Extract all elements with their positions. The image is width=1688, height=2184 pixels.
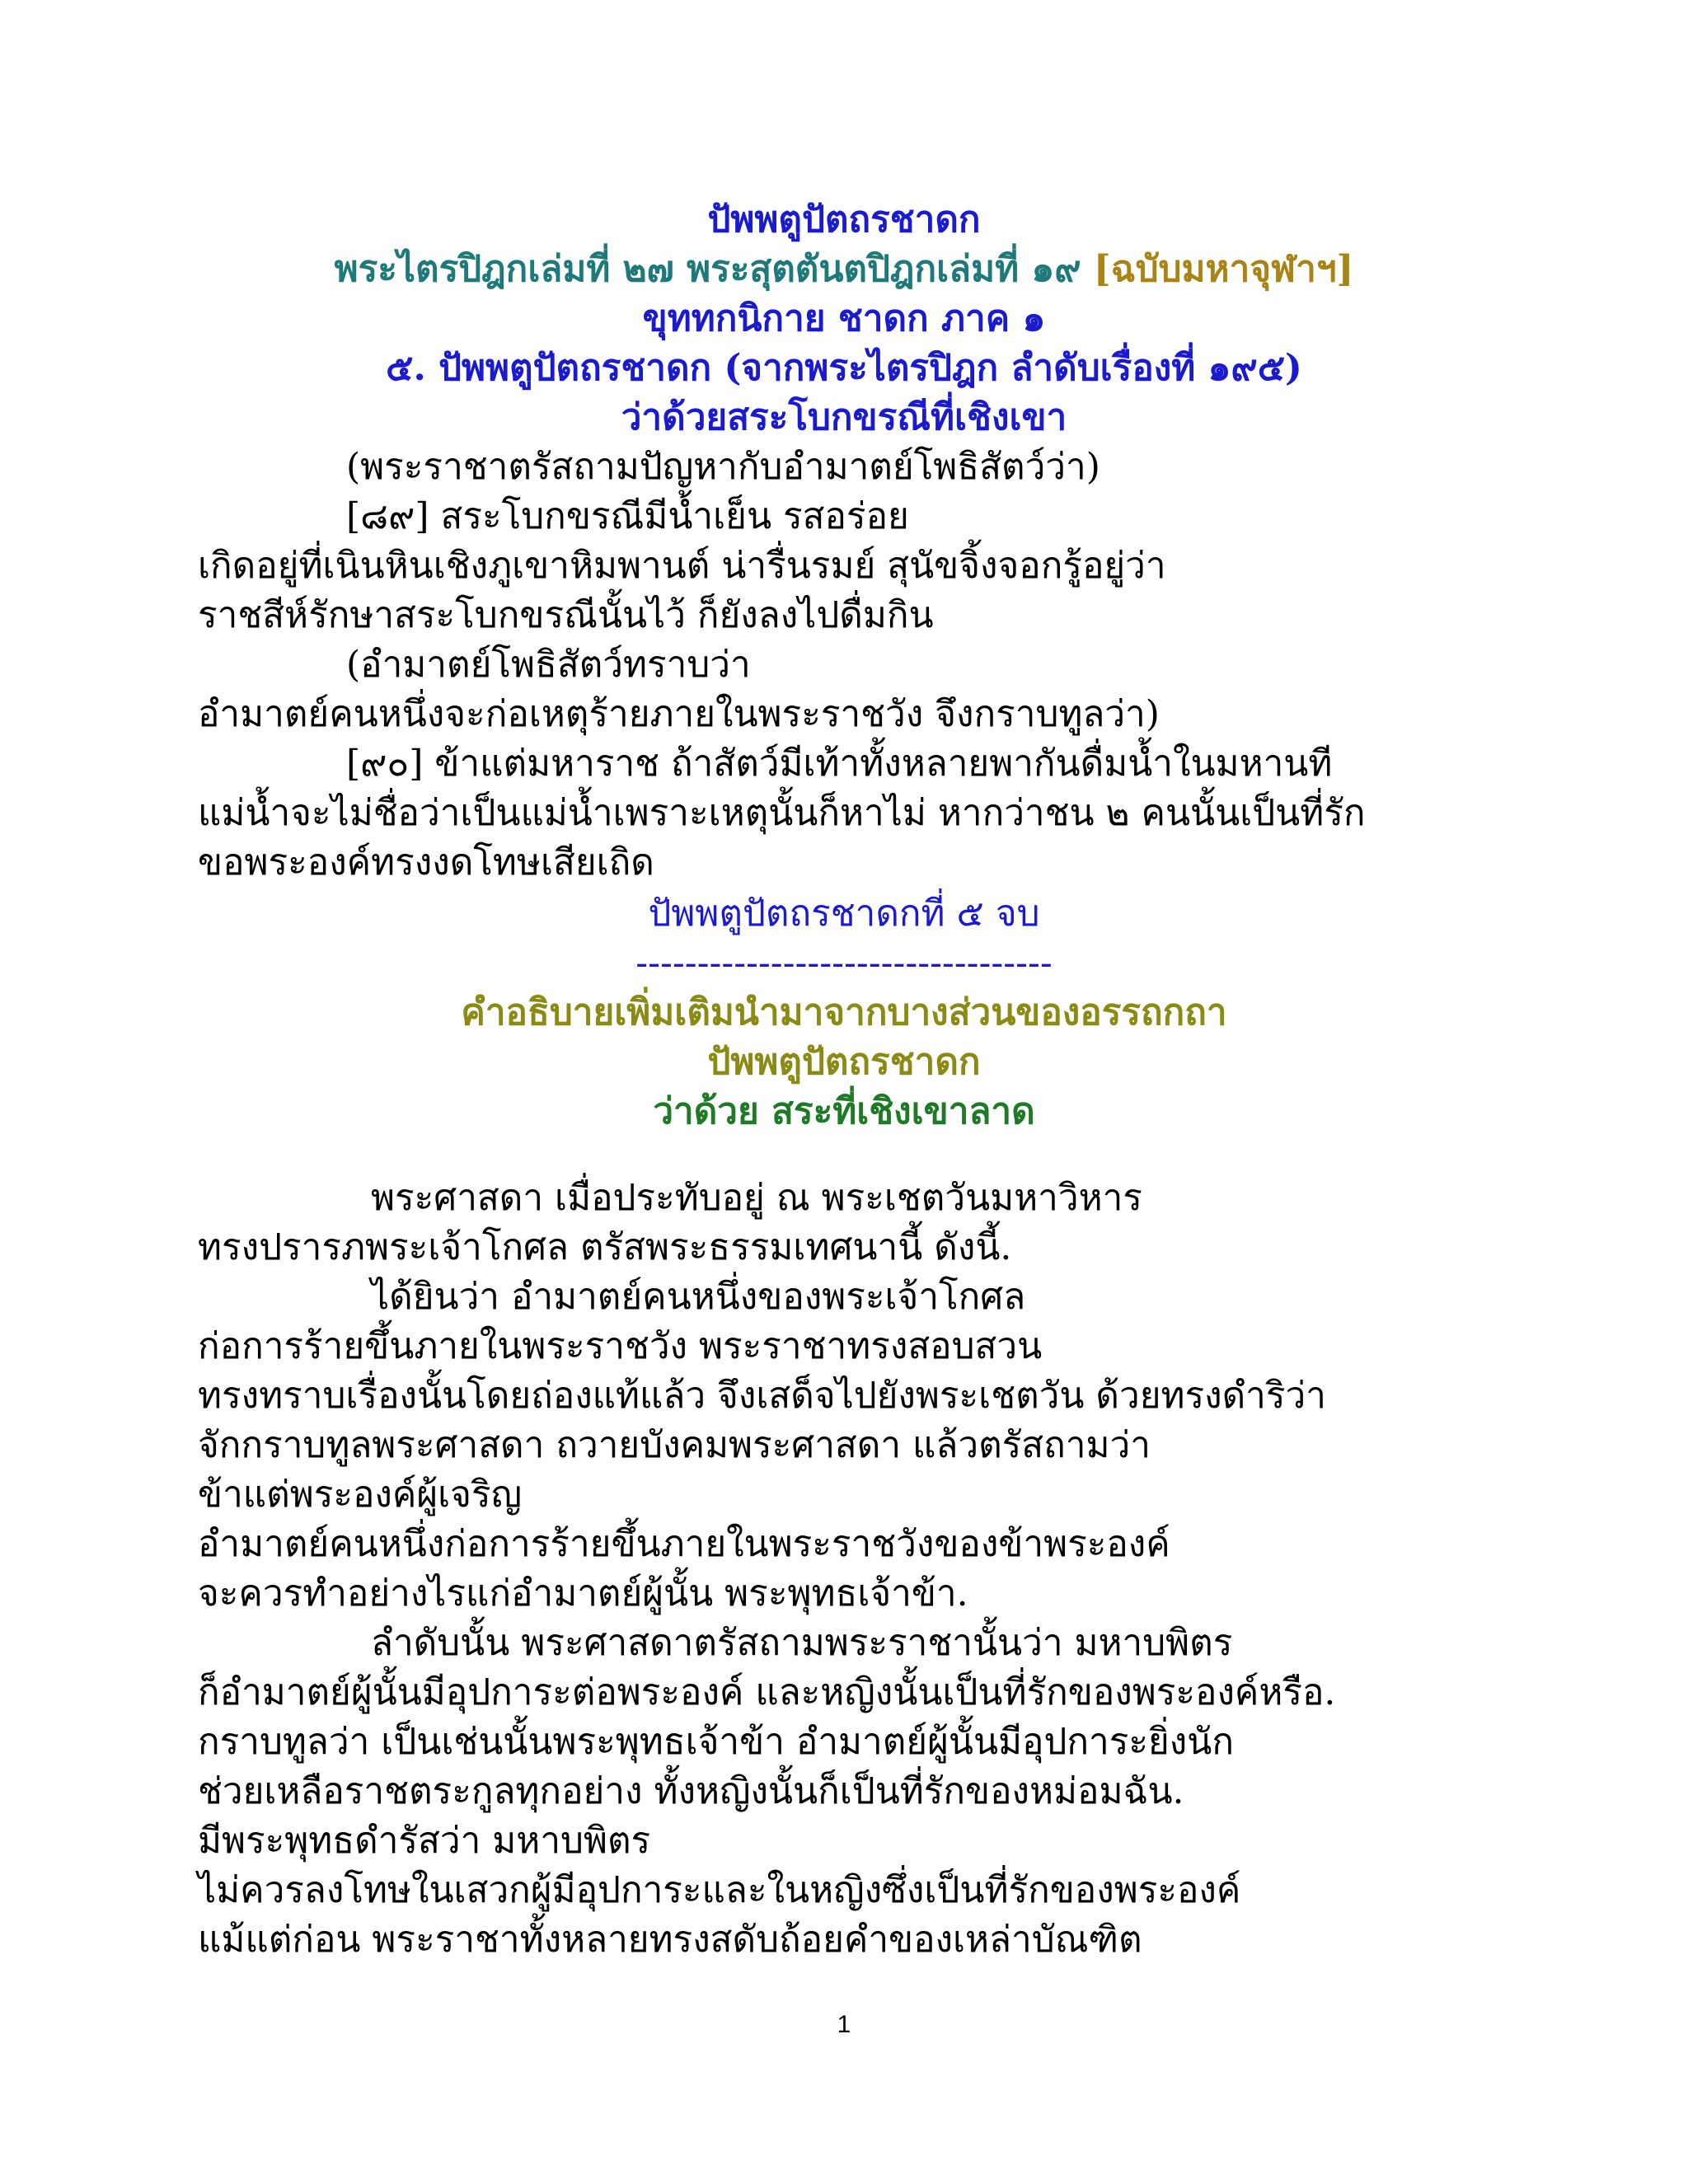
body-line: ลำดับนั้น พระศาสดาตรัสถามพระราชานั้นว่า มหาบพิตร <box>371 1622 1233 1664</box>
body-line: ไม่ควรลงโทษในเสวกผู้มีอุปการะและในหญิงซึ่งเป็นที่รักของพระองค์ <box>198 1869 1241 1911</box>
body-line: ทรงปรารภพระเจ้าโกศล ตรัสพระธรรมเทศนานี้ ดังนี้. <box>198 1226 1012 1268</box>
source-edition: [ฉบับมหาจุฬาฯ] <box>1093 248 1354 290</box>
collection-line: ขุททกนิกาย ชาดก ภาค ๑ <box>642 298 1046 340</box>
body-line: แม้แต่ก่อน พระราชาทั้งหลายทรงสดับถ้อยคำของเหล่าบัณฑิต <box>198 1919 1142 1961</box>
body-line: อำมาตย์คนหนึ่งก่อการร้ายขึ้นภายในพระราชวังของข้าพระองค์ <box>198 1523 1170 1565</box>
source-main: พระไตรปิฎกเล่มที่ ๒๗ พระสุตตันตปิฎกเล่มที่ ๑๙ <box>334 248 1094 290</box>
body-line: ได้ยินว่า อำมาตย์คนหนึ่งของพระเจ้าโกศล <box>371 1276 1026 1318</box>
body-line: ก่อการร้ายขึ้นภายในพระราชวัง พระราชาทรงสอบสวน <box>198 1325 1043 1367</box>
commentary-subtitle: ว่าด้วย สระที่เชิงเขาลาด <box>653 1090 1035 1132</box>
story-subtitle: ว่าด้วยสระโบกขรณีที่เชิงเขา <box>621 396 1067 438</box>
verse-line: ขอพระองค์ทรงงดโทษเสียเถิด <box>198 841 654 883</box>
verse-line: [๘๙] สระโบกขรณีมีน้ำเย็น รสอร่อย <box>346 495 909 537</box>
body-line: กราบทูลว่า เป็นเช่นนั้นพระพุทธเจ้าข้า อำมาตย์ผู้นั้นมีอุปการะยิ่งนัก <box>198 1721 1234 1763</box>
page-number: 1 <box>837 2011 851 2038</box>
end-line: ปัพพตูปัตถรชาดกที่ ๕ จบ <box>648 893 1040 935</box>
verse-line: (อำมาตย์โพธิสัตว์ทราบว่า <box>346 644 751 686</box>
body-line: ข้าแต่พระองค์ผู้เจริญ <box>198 1474 523 1516</box>
verse-line: ราชสีห์รักษาสระโบกขรณีนั้นไว้ ก็ยังลงไปดื่มกิน <box>198 594 934 636</box>
verse-line: [๙๐] ข้าแต่มหาราช ถ้าสัตว์มีเท้าทั้งหลายพากันดื่มน้ำในมหานที <box>346 743 1333 785</box>
verse-line: เกิดอยู่ที่เนินหินเชิงภูเขาหิมพานต์ น่ารื่นรมย์ สุนัขจิ้งจอกรู้อยู่ว่า <box>198 545 1166 587</box>
commentary-title: ปัพพตูปัตถรชาดก <box>707 1041 981 1083</box>
body-line: ก็อำมาตย์ผู้นั้นมีอุปการะต่อพระองค์ และหญิงนั้นเป็นที่รักของพระองค์หรือ. <box>198 1671 1336 1713</box>
source-line <box>0 246 1688 293</box>
body-line: จักกราบทูลพระศาสดา ถวายบังคมพระศาสดา แล้วตรัสถามว่า <box>198 1424 1151 1466</box>
verse-line: (พระราชาตรัสถามปัญหากับอำมาตย์โพธิสัตว์ว่า) <box>346 446 1100 488</box>
story-number-line: ๕. ปัพพตูปัตถรชาดก (จากพระไตรปิฎก ลำดับเรื่องที่ ๑๙๕) <box>386 347 1302 389</box>
verse-line: แม่น้ำจะไม่ชื่อว่าเป็นแม่น้ำเพราะเหตุนั้นก็หาไม่ หากว่าชน ๒ คนนั้นเป็นที่รัก <box>198 792 1366 834</box>
body-line: จะควรทำอย่างไรแก่อำมาตย์ผู้นั้น พระพุทธเจ้าข้า. <box>198 1572 968 1615</box>
jataka-title: ปัพพตูปัตถรชาดก <box>707 199 981 241</box>
body-line: พระศาสดา เมื่อประทับอยู่ ณ พระเชตวันมหาวิหาร <box>371 1177 1142 1219</box>
divider: ---------------------------------- <box>635 942 1053 984</box>
verse-line: อำมาตย์คนหนึ่งจะก่อเหตุร้ายภายในพระราชวัง จึงกราบทูลว่า) <box>198 693 1160 735</box>
body-line: มีพระพุทธดำรัสว่า มหาบพิตร <box>198 1820 651 1862</box>
commentary-heading: คำอธิบายเพิ่มเติมนำมาจากบางส่วนของอรรถกถา <box>461 991 1227 1033</box>
body-line: ทรงทราบเรื่องนั้นโดยถ่องแท้แล้ว จึงเสด็จไปยังพระเชตวัน ด้วยทรงดำริว่า <box>198 1375 1326 1417</box>
body-line: ช่วยเหลือราชตระกูลทุกอย่าง ทั้งหญิงนั้นก็เป็นที่รักของหม่อมฉัน. <box>198 1770 1184 1812</box>
